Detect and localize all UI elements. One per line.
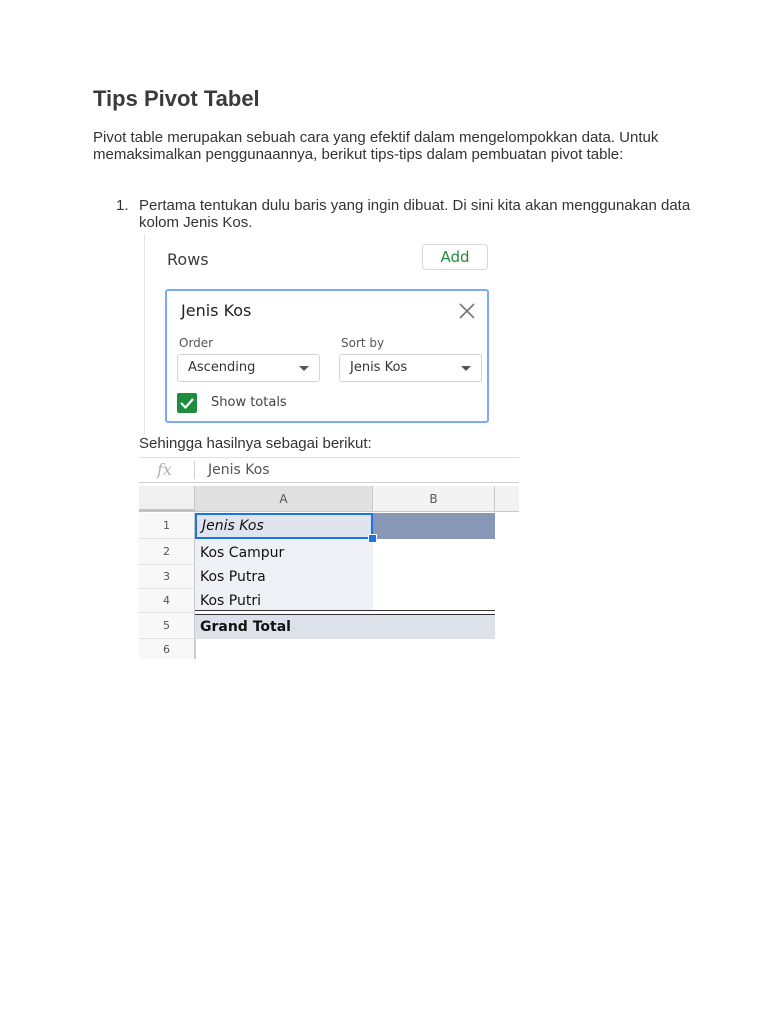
show-totals-label: Show totals xyxy=(211,395,287,410)
step-text: Pertama tentukan dulu baris yang ingin dibuat. Di sini kita akan menggunakan data kolom Jenis Kos. xyxy=(139,197,691,231)
cell-a3[interactable]: Kos Putra xyxy=(200,569,266,585)
cell-b1[interactable] xyxy=(373,513,495,539)
order-value: Ascending xyxy=(188,360,256,375)
result-label: Sehingga hasilnya sebagai berikut: xyxy=(139,435,372,452)
sortby-select[interactable] xyxy=(339,354,482,382)
sortby-label: Sort by xyxy=(341,336,385,350)
cell-a4[interactable]: Kos Putri xyxy=(200,593,261,609)
row-header-2[interactable]: 2 xyxy=(139,539,195,565)
row-header-4[interactable]: 4 xyxy=(139,589,195,613)
cell-a1[interactable]: Jenis Kos xyxy=(195,513,373,539)
intro-paragraph: Pivot table merupakan sebuah cara yang efektif dalam mengelompokkan data. Untuk memaksimalkan penggunaannya, berikut tips-tips dalam pembuatan pivot table: xyxy=(93,129,659,163)
row-header-3[interactable]: 3 xyxy=(139,565,195,589)
fx-icon: fx xyxy=(157,460,172,479)
field-name: Jenis Kos xyxy=(181,301,252,320)
check-icon xyxy=(177,393,197,413)
chevron-down-icon xyxy=(461,366,471,371)
grid-line xyxy=(195,639,196,659)
cell-a2[interactable]: Kos Campur xyxy=(200,545,285,561)
rows-editor-panel xyxy=(144,234,505,434)
row-header-6[interactable]: 6 xyxy=(139,639,195,659)
row-header-5[interactable]: 5 xyxy=(139,613,195,639)
order-select[interactable] xyxy=(177,354,320,382)
column-header-c[interactable] xyxy=(495,486,519,512)
cell-a5-grand-total[interactable]: Grand Total xyxy=(195,615,495,639)
select-all-corner[interactable] xyxy=(139,486,195,512)
show-totals-checkbox[interactable] xyxy=(177,393,197,413)
sortby-value: Jenis Kos xyxy=(350,360,408,375)
row-field-card xyxy=(165,289,489,423)
formula-divider xyxy=(194,461,195,479)
row-header-1[interactable]: 1 xyxy=(139,513,195,539)
add-button[interactable]: Add xyxy=(422,244,488,270)
formula-value[interactable]: Jenis Kos xyxy=(208,462,270,478)
column-header-b[interactable]: B xyxy=(373,486,495,512)
spreadsheet xyxy=(139,457,519,659)
page-title: Tips Pivot Tabel xyxy=(93,86,260,111)
rows-heading: Rows xyxy=(167,250,209,269)
close-icon[interactable] xyxy=(457,301,477,321)
formula-bar xyxy=(139,457,519,483)
cell-a6[interactable] xyxy=(195,639,373,659)
column-header-a[interactable]: A xyxy=(195,486,373,512)
order-label: Order xyxy=(179,336,214,350)
chevron-down-icon xyxy=(299,366,309,371)
step-number: 1. xyxy=(116,197,129,214)
